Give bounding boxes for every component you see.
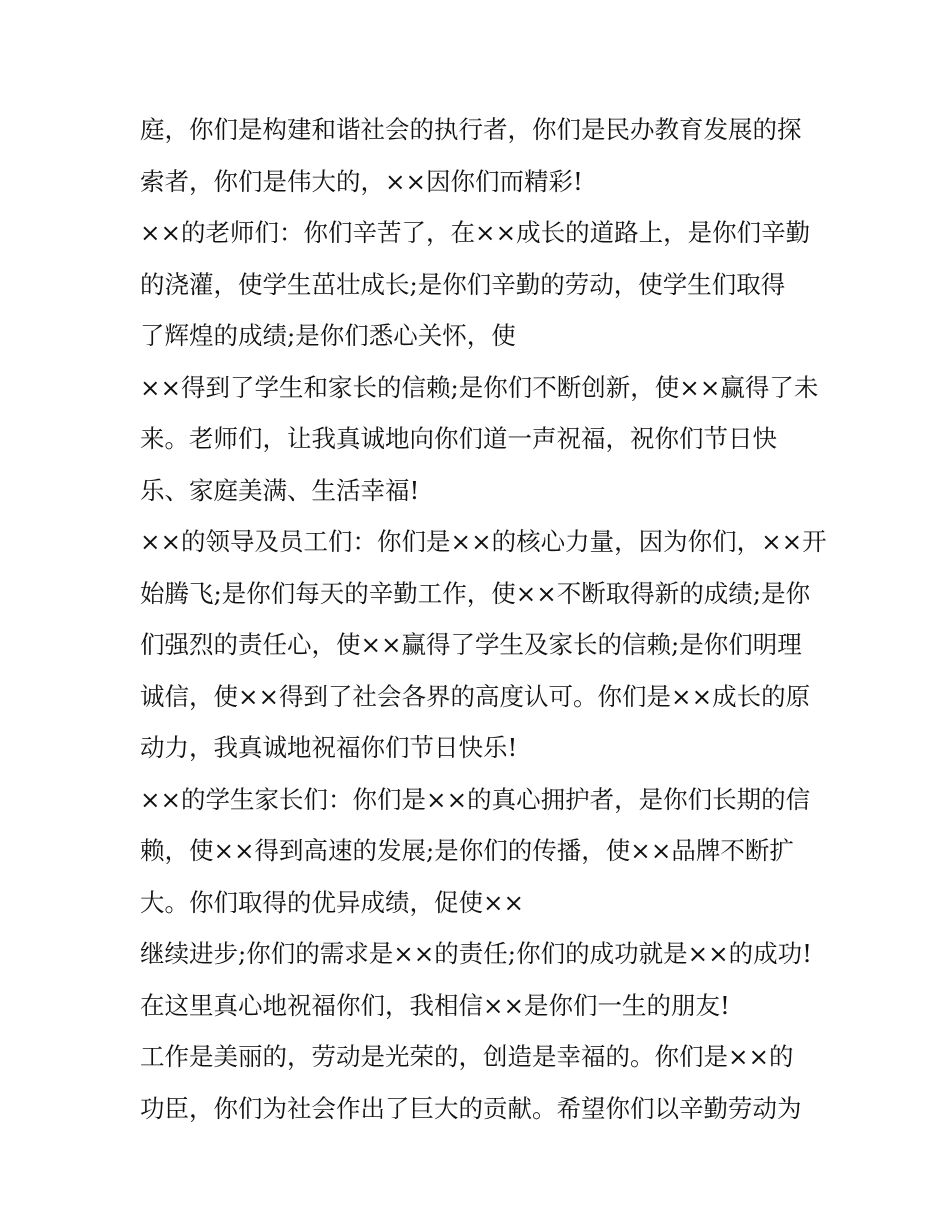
text-line-14: ××的学生家长们：你们是××的真心拥护者，是你们长期的信: [140, 784, 811, 814]
text-line-4: 的浇灌，使学生茁壮成长;是你们辛勤的劳动，使学生们取得: [140, 269, 786, 299]
text-line-7: 来。老师们，让我真诚地向你们道一声祝福，祝你们节日快: [140, 424, 777, 453]
text-line-12: 诚信，使××得到了社会各界的高度认可。你们是××成长的原: [140, 681, 811, 711]
text-line-9: ××的领导及员工们：你们是××的核心力量，因为你们，××开: [140, 527, 827, 556]
text-line-8: 乐、家庭美满、生活幸福!: [140, 475, 420, 505]
text-line-2: 索者，你们是伟大的，××因你们而精彩!: [140, 166, 583, 196]
text-line-1: 庭，你们是构建和谐社会的执行者，你们是民办教育发展的探: [140, 115, 802, 144]
text-line-13: 动力，我真诚地祝福你们节日快乐!: [140, 733, 518, 762]
text-line-10: 始腾飞;是你们每天的辛勤工作，使××不断取得新的成绩;是你: [140, 578, 811, 608]
text-line-16: 大。你们取得的优异成绩，促使××: [140, 887, 525, 917]
text-line-5: 了辉煌的成绩;是你们悉心关怀，使: [140, 321, 516, 350]
text-line-19: 工作是美丽的，劳动是光荣的，创造是幸福的。你们是××的: [140, 1042, 794, 1071]
text-line-18: 在这里真心地祝福你们，我相信××是你们一生的朋友!: [140, 990, 730, 1020]
text-line-17: 继续进步;你们的需求是××的责任;你们的成功就是××的成功!: [140, 939, 812, 968]
text-line-20: 功臣，你们为社会作出了巨大的贡献。希望你们以辛勤劳动为: [140, 1093, 802, 1123]
text-line-11: 们强烈的责任心，使××赢得了学生及家长的信赖;是你们明理: [140, 630, 802, 659]
text-line-15: 赖，使××得到高速的发展;是你们的传播，使××品牌不断扩: [140, 836, 794, 865]
document-body: [140, 104, 827, 1134]
text-line-6: ××得到了学生和家长的信赖;是你们不断创新，使××赢得了未: [140, 372, 819, 402]
text-line-3: ××的老师们：你们辛苦了，在××成长的道路上，是你们辛勤: [140, 218, 811, 247]
